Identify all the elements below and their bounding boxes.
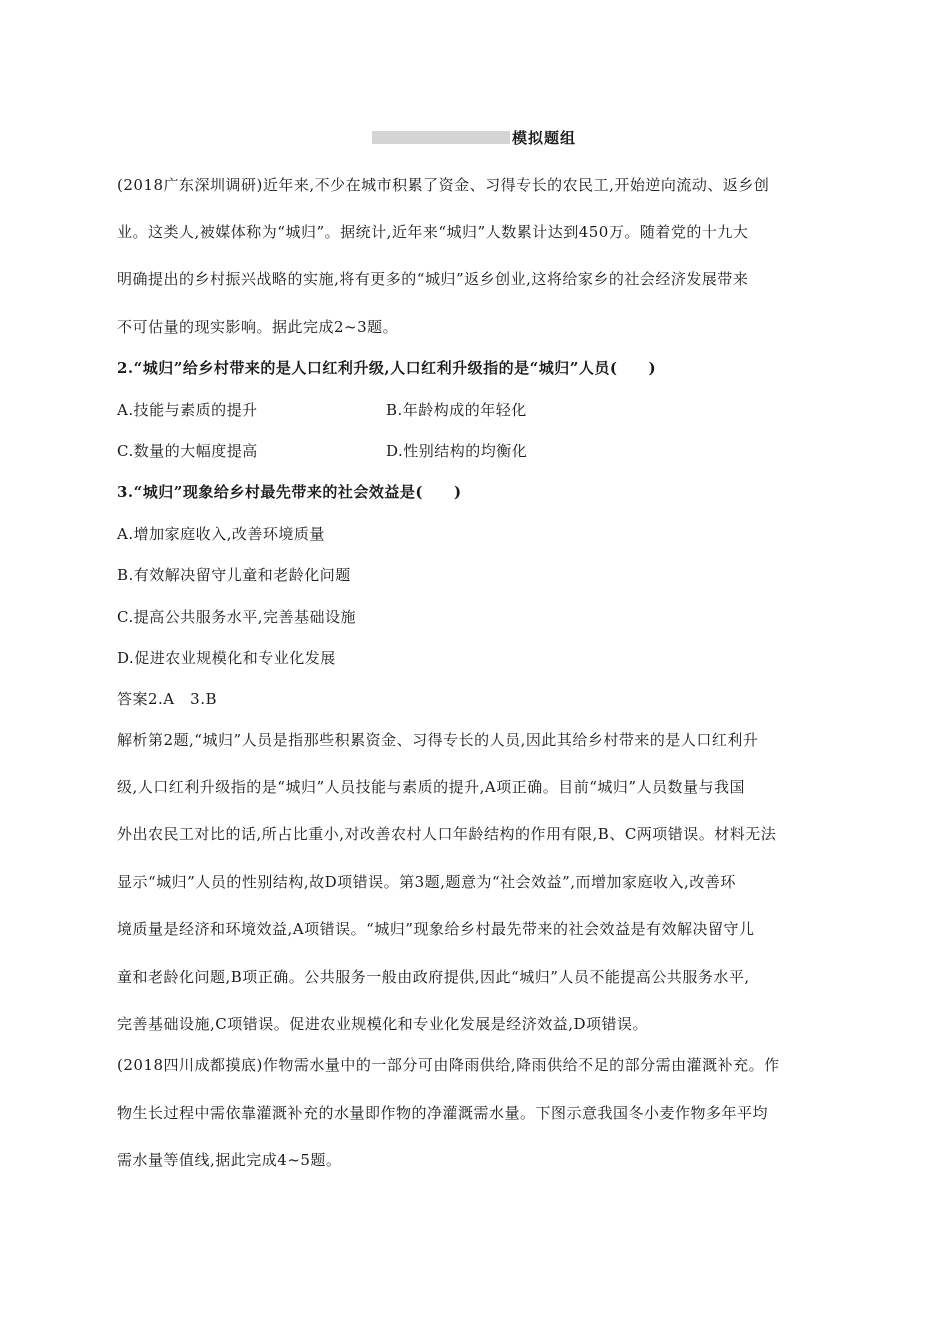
question-2-option-b: B.年龄构成的年轻化 (386, 401, 527, 419)
question-2-option-a: A.技能与素质的提升 (117, 401, 258, 419)
passage1-line: 不可估量的现实影响。据此完成2~3题。 (117, 318, 399, 336)
analysis-line: 完善基础设施,C项错误。促进农业规模化和专业化发展是经济效益,D项错误。 (117, 1015, 649, 1033)
analysis-line: 外出农民工对比的话,所占比重小,对改善农村人口年龄结构的作用有限,B、C两项错误。材料无法 (117, 825, 777, 843)
question-2-option-d: D.性别结构的均衡化 (386, 442, 528, 460)
question-3-option-a: A.增加家庭收入,改善环境质量 (117, 525, 325, 543)
passage1-line: 业。这类人,被媒体称为“城归”。据统计,近年来“城归”人数累计达到450万。随着党的十九大 (117, 223, 749, 241)
analysis-line: 童和老龄化问题,B项正确。公共服务一般由政府提供,因此“城归”人员不能提高公共服务水平, (117, 968, 750, 986)
section-title: 模拟题组 (512, 128, 577, 147)
passage2-line: (2018四川成都摸底)作物需水量中的一部分可由降雨供给,降雨供给不足的部分需由灌溉补充。作 (117, 1056, 780, 1074)
analysis-line: 显示“城归”人员的性别结构,故D项错误。第3题,题意为“社会效益”,而增加家庭收入,改善环 (117, 873, 736, 891)
question-2-stem: 2.“城归”给乡村带来的是人口红利升级,人口红利升级指的是“城归”人员( ) (117, 359, 657, 377)
question-3-option-d: D.促进农业规模化和专业化发展 (117, 649, 336, 667)
passage2-line: 需水量等值线,据此完成4~5题。 (117, 1151, 342, 1169)
answer-line: 答案2.A 3.B (117, 690, 217, 708)
passage1-line: (2018广东深圳调研)近年来,不少在城市积累了资金、习得专长的农民工,开始逆向流动、返乡创 (117, 176, 770, 194)
question-3-option-b: B.有效解决留守儿童和老龄化问题 (117, 566, 351, 584)
analysis-line: 解析第2题,“城归”人员是指那些积累资金、习得专长的人员,因此其给乡村带来的是人口红利升 (117, 731, 759, 749)
question-2-option-c: C.数量的大幅度提高 (117, 442, 258, 460)
section-header (372, 126, 576, 148)
analysis-line: 级,人口红利升级指的是“城归”人员技能与素质的提升,A项正确。目前“城归”人员数量与我国 (117, 778, 746, 796)
question-3-option-c: C.提高公共服务水平,完善基础设施 (117, 608, 356, 626)
section-header-bar (372, 131, 510, 144)
analysis-line: 境质量是经济和环境效益,A项错误。“城归”现象给乡村最先带来的社会效益是有效解决留守儿 (117, 920, 755, 938)
passage2-line: 物生长过程中需依靠灌溉补充的水量即作物的净灌溉需水量。下图示意我国冬小麦作物多年平均 (117, 1104, 769, 1122)
passage1-line: 明确提出的乡村振兴战略的实施,将有更多的“城归”返乡创业,这将给家乡的社会经济发展带来 (117, 270, 749, 288)
question-3-stem: 3.“城归”现象给乡村最先带来的社会效益是( ) (117, 483, 462, 501)
